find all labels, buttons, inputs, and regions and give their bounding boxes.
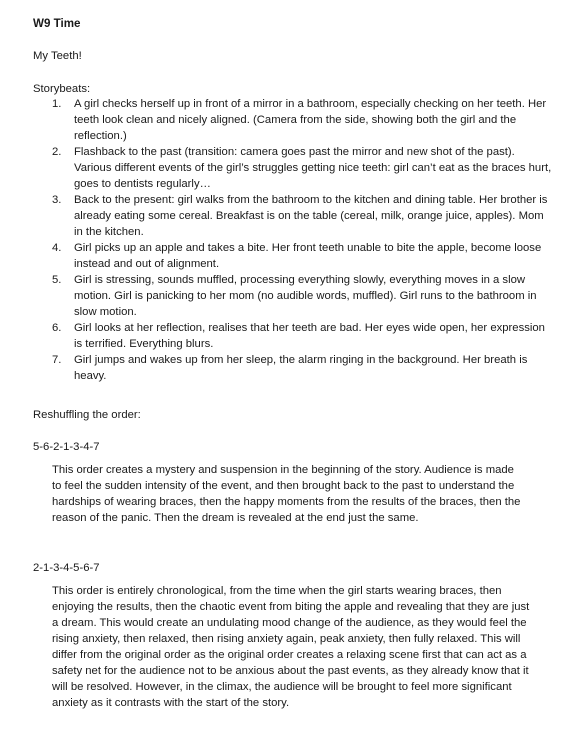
list-item [52,240,552,272]
list-number: 4. [52,242,62,254]
order-sequence-1: 5-6-2-1-3-4-7 [33,441,100,453]
storybeats-heading: Storybeats: [33,83,91,95]
list-number: 6. [52,322,62,334]
storybeats-list [52,96,552,384]
story-title: My Teeth! [33,50,82,62]
list-item-text: Girl picks up an apple and takes a bite. Her front teeth unable to bite the apple, become loose instead and out of alignment. [74,242,542,270]
list-item-text: Girl jumps and wakes up from her sleep, the alarm ringing in the background. Her breath is heavy. [74,354,528,382]
list-item-text: Back to the present: girl walks from the bathroom to the kitchen and dining table. Her brother is already eating some cereal. Breakfast is on the table (cereal, milk, orange juice, apples). Mom in the kitchen. [74,194,548,238]
list-item [52,320,552,352]
list-item [52,272,552,320]
list-item [52,352,552,384]
reshuffle-heading: Reshuffling the order: [33,409,141,421]
list-item-text: Flashback to the past (transition: camera goes past the mirror and new shot of the past). Various different events of the girl’s struggles getting nice teeth: girl can’t eat as the braces hurt, goes to dentists regularly… [74,146,552,190]
list-item-text: Girl is stressing, sounds muffled, processing everything slowly, everything moves in a slow motion. Girl is panicking to her mom (no audible words, muffled). Girl runs to the bathroom in slow motion. [74,274,537,318]
order-sequence-2: 2-1-3-4-5-6-7 [33,562,100,574]
order-explanation-2: This order is entirely chronological, from the time when the girl starts wearing braces, then enjoying the results, then the chaotic event from biting the apple and revealing that they are just a dream. This would create an undulating mood change of the audience, as they would feel the rising anxiety, then relaxed, then rising anxiety again, peak anxiety, then fully relaxed. This will differ from the original order as the original order creates a relaxing scene first that can act as a safety net for the audience not to be anxious about the past events, as they already know that it will be resolved. However, in the climax, the audience will be brought to feel more significant anxiety as it contrasts with the start of the story. [52,585,530,709]
list-number: 2. [52,146,62,158]
list-number: 5. [52,274,62,286]
order-explanation-1: This order creates a mystery and suspension in the beginning of the story. Audience is made to feel the sudden intensity of the event, and then brought back to the past to understand the hardships of wearing braces, then the happy moments from the results of the braces, then the reason of the panic. Then the dream is revealed at the end just the same. [52,464,521,524]
document-title: W9 Time [33,17,81,30]
list-item [52,144,552,192]
list-item-text: Girl looks at her reflection, realises that her teeth are bad. Her eyes wide open, her expression is terrified. Everything blurs. [74,322,545,350]
list-number: 7. [52,354,62,366]
list-item-text: A girl checks herself up in front of a mirror in a bathroom, especially checking on her teeth. Her teeth look clean and nicely aligned. (Camera from the side, showing both the girl and the reflection.) [74,98,547,142]
list-number: 1. [52,98,62,110]
list-item [52,192,552,240]
list-number: 3. [52,194,62,206]
list-item [52,96,552,144]
